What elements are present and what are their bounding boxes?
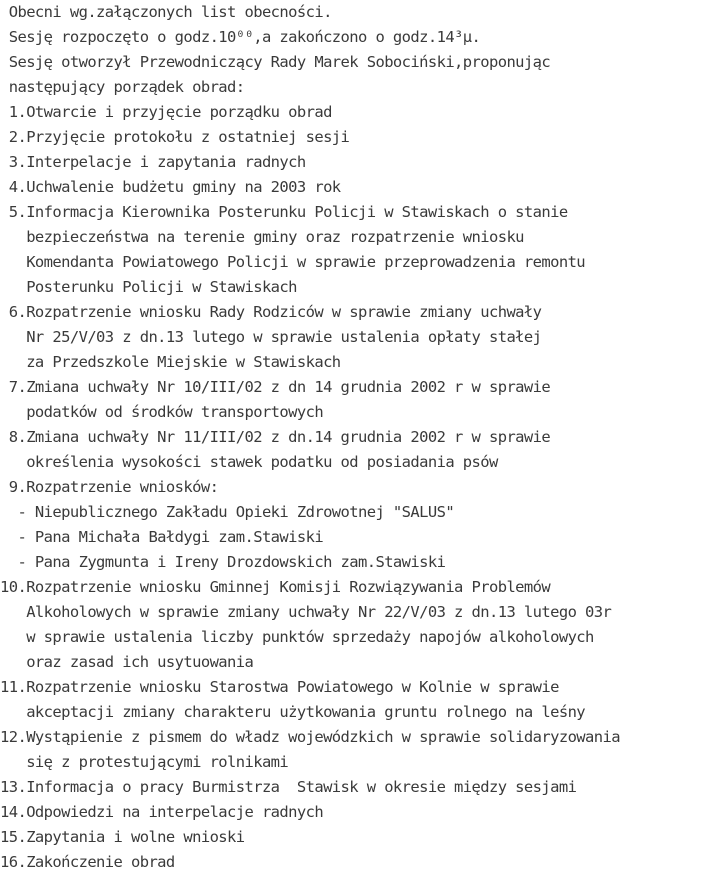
agenda-item-13: 13.Informacja o pracy Burmistrza Stawisk w okresie między sesjami <box>0 778 577 796</box>
agenda-item-10: 10.Rozpatrzenie wniosku Gminnej Komisji Rozwiązywania Problemów <box>0 578 551 596</box>
agenda-item-7: 7.Zmiana uchwały Nr 10/III/02 z dn 14 grudnia 2002 r w sprawie <box>0 378 551 396</box>
agenda-item-12: 12.Wystąpienie z pismem do władz wojewódzkich w sprawie solidaryzowania <box>0 728 620 746</box>
agenda-item-1: 1.Otwarcie i przyjęcie porządku obrad <box>0 103 332 121</box>
agenda-item-12-cont: się z protestującymi rolnikami <box>0 753 289 771</box>
text-line: Sesję rozpoczęto o godz.10⁰⁰,a zakończono o godz.14³µ. <box>0 28 481 46</box>
agenda-subitem: - Pana Zygmunta i Ireny Drozdowskich zam.Stawiski <box>0 553 446 571</box>
agenda-item-11-cont: akceptacji zmiany charakteru użytkowania gruntu rolnego na leśny <box>0 703 586 721</box>
agenda-item-8: 8.Zmiana uchwały Nr 11/III/02 z dn.14 grudnia 2002 r w sprawie <box>0 428 551 446</box>
text-line: następujący porządek obrad: <box>0 78 245 96</box>
agenda-subitem: - Pana Michała Bałdygi zam.Stawiski <box>0 528 324 546</box>
agenda-item-6-cont: za Przedszkole Miejskie w Stawiskach <box>0 353 341 371</box>
agenda-item-9: 9.Rozpatrzenie wniosków: <box>0 478 219 496</box>
text-line: Obecni wg.załączonych list obecności. <box>0 3 332 21</box>
agenda-item-11: 11.Rozpatrzenie wniosku Starostwa Powiatowego w Kolnie w sprawie <box>0 678 559 696</box>
text-line: Sesję otworzył Przewodniczący Rady Marek Sobociński,proponując <box>0 53 551 71</box>
agenda-item-10-cont: w sprawie ustalenia liczby punktów sprzedaży napojów alkoholowych <box>0 628 594 646</box>
agenda-item-10-cont: oraz zasad ich usytuowania <box>0 653 254 671</box>
agenda-item-8-cont: określenia wysokości stawek podatku od posiadania psów <box>0 453 498 471</box>
agenda-item-5-cont: Komendanta Powiatowego Policji w sprawie przeprowadzenia remontu <box>0 253 586 271</box>
agenda-subitem: - Niepublicznego Zakładu Opieki Zdrowotnej "SALUS" <box>0 503 455 521</box>
agenda-item-5-cont: bezpieczeństwa na terenie gminy oraz rozpatrzenie wniosku <box>0 228 524 246</box>
agenda-item-10-cont: Alkoholowych w sprawie zmiany uchwały Nr 22/V/03 z dn.13 lutego 03r <box>0 603 612 621</box>
agenda-item-4: 4.Uchwalenie budżetu gminy na 2003 rok <box>0 178 341 196</box>
agenda-item-6: 6.Rozpatrzenie wniosku Rady Rodziców w sprawie zmiany uchwały <box>0 303 542 321</box>
agenda-item-15: 15.Zapytania i wolne wnioski <box>0 828 245 846</box>
agenda-item-14: 14.Odpowiedzi na interpelacje radnych <box>0 803 324 821</box>
agenda-item-3: 3.Interpelacje i zapytania radnych <box>0 153 306 171</box>
agenda-item-16: 16.Zakończenie obrad <box>0 853 175 871</box>
agenda-item-7-cont: podatków od środków transportowych <box>0 403 324 421</box>
agenda-item-2: 2.Przyjęcie protokołu z ostatniej sesji <box>0 128 350 146</box>
agenda-item-5-cont: Posterunku Policji w Stawiskach <box>0 278 297 296</box>
agenda-item-6-cont: Nr 25/V/03 z dn.13 lutego w sprawie ustalenia opłaty stałej <box>0 328 542 346</box>
agenda-item-5: 5.Informacja Kierownika Posterunku Policji w Stawiskach o stanie <box>0 203 568 221</box>
